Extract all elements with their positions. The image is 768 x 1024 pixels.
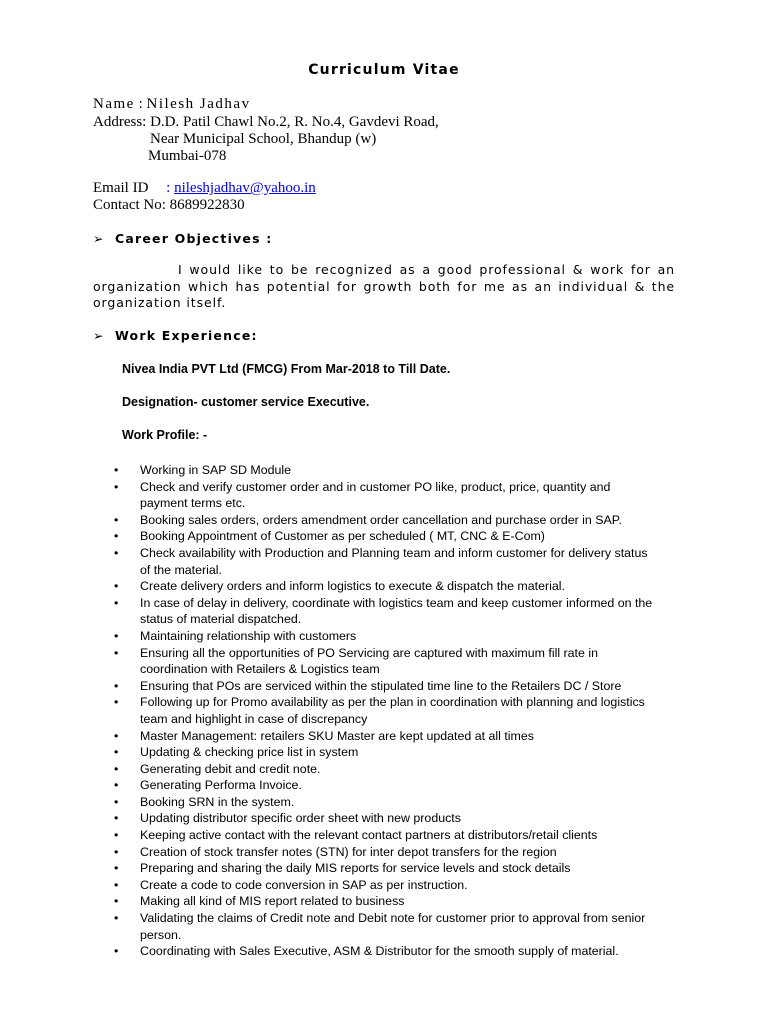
address-line-1: D.D. Patil Chawl No.2, R. No.4, Gavdevi Road, bbox=[150, 114, 439, 130]
email-label: Email ID bbox=[93, 180, 149, 196]
duty-text: Create a code to code conversion in SAP as per instruction. bbox=[140, 877, 468, 892]
name-separator: : bbox=[134, 96, 143, 112]
bullet-icon: • bbox=[114, 545, 119, 560]
arrow-bullet-icon: ➢ bbox=[93, 231, 105, 246]
bullet-icon: • bbox=[114, 911, 119, 926]
duty-text: In case of delay in delivery, coordinate with logistics team and keep customer informed on the status of material dispatched. bbox=[140, 595, 653, 627]
bullet-icon: • bbox=[114, 828, 119, 843]
list-item bbox=[114, 645, 659, 678]
career-objectives-heading bbox=[93, 231, 272, 246]
list-item bbox=[114, 893, 659, 910]
list-item bbox=[114, 844, 659, 861]
bullet-icon: • bbox=[114, 794, 119, 809]
duty-text: Generating Performa Invoice. bbox=[140, 778, 302, 793]
duty-text: Validating the claims of Credit note and Debit note for customer prior to approval from senior person. bbox=[140, 911, 646, 942]
duty-text: Coordinating with Sales Executive, ASM & Distributor for the smooth supply of material. bbox=[140, 944, 619, 959]
document-title: Curriculum Vitae bbox=[308, 62, 460, 78]
list-item bbox=[114, 578, 659, 595]
duty-text: Updating & checking price list in system bbox=[140, 745, 359, 760]
duty-text: Booking sales orders, orders amendment order cancellation and purchase order in SAP. bbox=[140, 512, 622, 527]
contact-value: 8689922830 bbox=[169, 197, 245, 213]
bullet-icon: • bbox=[114, 728, 119, 743]
duty-text: Check availability with Production and Planning team and inform customer for delivery status of the material. bbox=[140, 545, 648, 577]
bullet-icon: • bbox=[114, 877, 119, 892]
list-item bbox=[114, 728, 659, 745]
duty-text: Maintaining relationship with customers bbox=[140, 628, 357, 643]
bullet-icon: • bbox=[114, 512, 119, 527]
duty-text: Booking SRN in the system. bbox=[140, 794, 295, 809]
bullet-icon: • bbox=[114, 529, 119, 544]
bullet-icon: • bbox=[114, 778, 119, 793]
name-value: Nilesh Jadhav bbox=[146, 96, 251, 112]
work-duties-list bbox=[114, 462, 659, 960]
name-label: Name bbox=[93, 96, 135, 112]
duty-text: Ensuring that POs are serviced within the stipulated time line to the Retailers DC / Store bbox=[140, 678, 622, 693]
list-item bbox=[114, 827, 659, 844]
list-item bbox=[114, 761, 659, 778]
bullet-icon: • bbox=[114, 595, 119, 610]
bullet-icon: • bbox=[114, 628, 119, 643]
contact-row bbox=[93, 197, 245, 214]
list-item bbox=[114, 794, 659, 811]
address-line-2: Near Municipal School, Bhandup (w) bbox=[150, 131, 377, 147]
work-experience-heading bbox=[93, 328, 258, 343]
career-objective-body: I would like to be recognized as a good professional & work for an organization which has potential for growth both for me as an individual & the organization itself. bbox=[93, 262, 675, 310]
email-link[interactable]: nileshjadhav@yahoo.in bbox=[174, 180, 316, 196]
address-label: Address: bbox=[93, 114, 147, 130]
work-experience-heading-text: Work Experience: bbox=[115, 328, 258, 343]
bullet-icon: • bbox=[114, 678, 119, 693]
list-item bbox=[114, 545, 659, 578]
arrow-bullet-icon: ➢ bbox=[93, 328, 105, 343]
duty-text: Working in SAP SD Module bbox=[140, 463, 292, 477]
duty-text: Keeping active contact with the relevant contact partners at distributors/retail clients bbox=[140, 828, 598, 843]
list-item bbox=[114, 512, 659, 529]
career-objective-text bbox=[93, 262, 675, 312]
list-item bbox=[114, 860, 659, 877]
list-item bbox=[114, 462, 659, 479]
bullet-icon: • bbox=[114, 463, 119, 477]
bullet-icon: • bbox=[114, 645, 119, 660]
work-profile-label: Work Profile: - bbox=[122, 428, 208, 442]
list-item bbox=[114, 777, 659, 794]
list-item bbox=[114, 528, 659, 545]
duty-text: Check and verify customer order and in customer PO like, product, price, quantity and payment terms etc. bbox=[140, 479, 611, 511]
email-separator: : bbox=[166, 180, 171, 196]
bullet-icon: • bbox=[114, 844, 119, 859]
duty-text: Create delivery orders and inform logistics to execute & dispatch the material. bbox=[140, 579, 565, 594]
duty-text: Preparing and sharing the daily MIS reports for service levels and stock details bbox=[140, 861, 571, 876]
duty-text: Creation of stock transfer notes (STN) for inter depot transfers for the region bbox=[140, 844, 557, 859]
address-line-3: Mumbai-078 bbox=[148, 148, 227, 164]
bullet-icon: • bbox=[114, 695, 119, 710]
email-row bbox=[93, 180, 316, 197]
bullet-icon: • bbox=[114, 944, 119, 959]
designation-line: Designation- customer service Executive. bbox=[122, 395, 370, 409]
list-item bbox=[114, 810, 659, 827]
list-item bbox=[114, 479, 659, 512]
bullet-icon: • bbox=[114, 761, 119, 776]
address-row bbox=[93, 114, 439, 131]
duty-text: Generating debit and credit note. bbox=[140, 761, 321, 776]
list-item bbox=[114, 678, 659, 695]
company-line: Nivea India PVT Ltd (FMCG) From Mar-2018 to Till Date. bbox=[122, 362, 451, 376]
bullet-icon: • bbox=[114, 745, 119, 760]
list-item bbox=[114, 694, 659, 727]
list-item bbox=[114, 628, 659, 645]
career-objectives-heading-text: Career Objectives : bbox=[115, 231, 273, 246]
duty-text: Booking Appointment of Customer as per scheduled ( MT, CNC & E-Com) bbox=[140, 529, 545, 544]
duty-text: Master Management: retailers SKU Master are kept updated at all times bbox=[140, 728, 534, 743]
bullet-icon: • bbox=[114, 479, 119, 494]
duty-text: Ensuring all the opportunities of PO Servicing are captured with maximum fill rate in coordination with Retailers & Logistics team bbox=[140, 645, 598, 677]
bullet-icon: • bbox=[114, 894, 119, 909]
bullet-icon: • bbox=[114, 861, 119, 876]
list-item bbox=[114, 943, 659, 960]
list-item bbox=[114, 910, 659, 943]
contact-label: Contact No: bbox=[93, 197, 166, 213]
duty-text: Following up for Promo availability as per the plan in coordination with planning and logistics team and highlight in case of discrepancy bbox=[140, 695, 645, 726]
duty-text: Updating distributor specific order sheet with new products bbox=[140, 811, 461, 826]
name-row bbox=[93, 96, 251, 113]
bullet-icon: • bbox=[114, 811, 119, 826]
list-item bbox=[114, 744, 659, 761]
bullet-icon: • bbox=[114, 579, 119, 594]
list-item bbox=[114, 595, 659, 628]
duty-text: Making all kind of MIS report related to business bbox=[140, 894, 405, 909]
list-item bbox=[114, 877, 659, 894]
